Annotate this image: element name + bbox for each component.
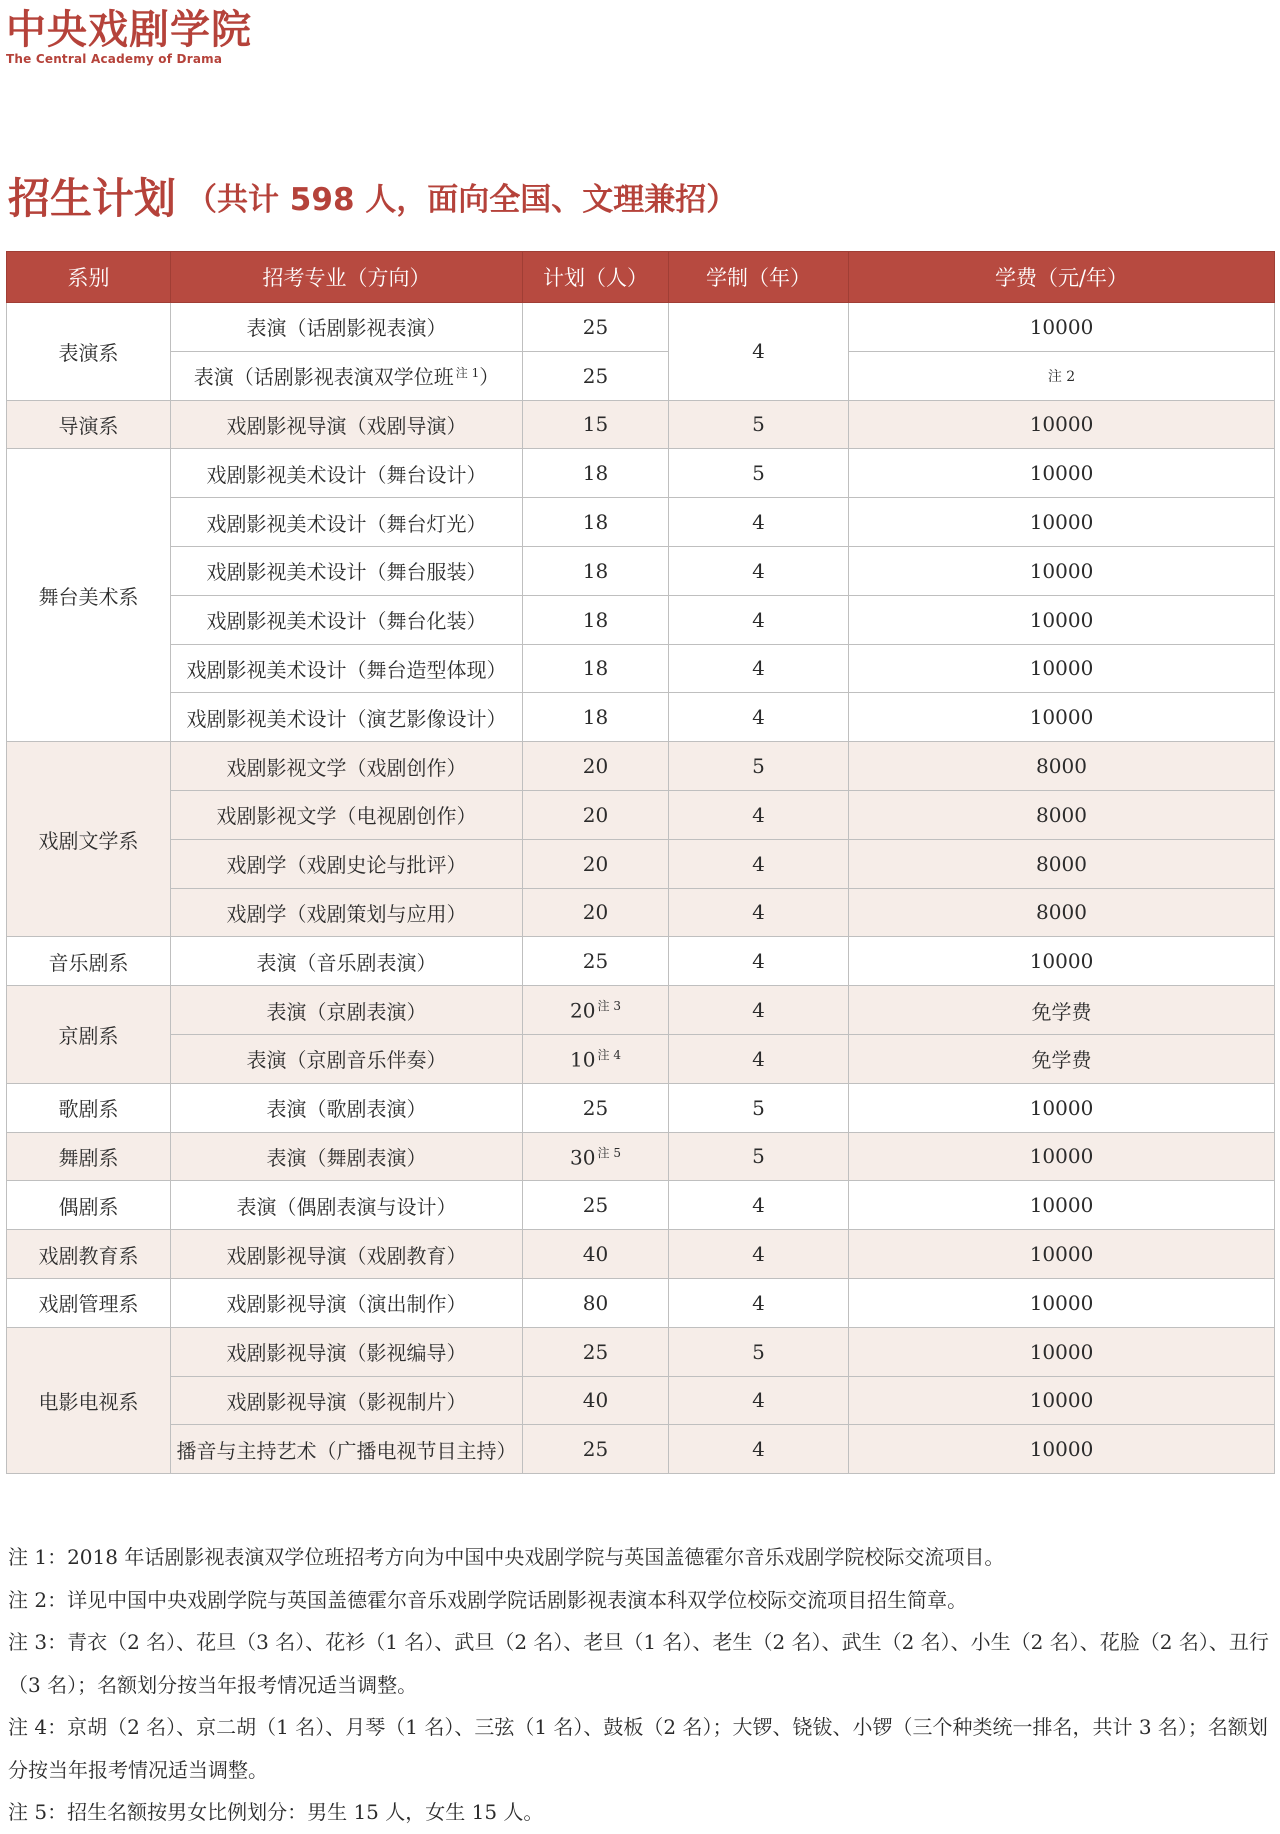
table-row: [7, 1425, 1275, 1474]
fee-cell: 8000: [849, 888, 1275, 937]
major-cell: [171, 351, 523, 400]
major-cell: 戏剧影视美术设计（舞台化装）: [171, 595, 523, 644]
table-row: [7, 351, 1275, 400]
footnote-5: 注 5：招生名额按男女比例划分：男生 15 人，女生 15 人。: [8, 1800, 544, 1824]
fee-cell: 10000: [849, 937, 1275, 986]
plan-cell: [523, 986, 669, 1035]
department-cell: 音乐剧系: [7, 937, 171, 986]
plan-cell: 18: [523, 498, 669, 547]
department-cell: 导演系: [7, 400, 171, 449]
major-cell: 表演（偶剧表演与设计）: [171, 1181, 523, 1230]
title-main: 招生计划: [8, 174, 177, 223]
plan-cell: 25: [523, 351, 669, 400]
plan-cell: 15: [523, 400, 669, 449]
plan-cell: 25: [523, 303, 669, 352]
plan-value: 10: [570, 1047, 596, 1072]
table-row: [7, 693, 1275, 742]
plan-cell: 18: [523, 693, 669, 742]
table-row: [7, 1083, 1275, 1132]
major-cell: 戏剧影视导演（演出制作）: [171, 1278, 523, 1327]
table-header-row: [7, 252, 1275, 303]
department-cell: 京剧系: [7, 986, 171, 1084]
fee-cell: 10000: [849, 498, 1275, 547]
fee-cell: 10000: [849, 595, 1275, 644]
years-cell: 5: [669, 1083, 849, 1132]
table-row: [7, 1278, 1275, 1327]
years-cell: 4: [669, 1181, 849, 1230]
years-cell: 4: [669, 1376, 849, 1425]
fee-cell: 8000: [849, 790, 1275, 839]
header-department: 系别: [7, 252, 171, 303]
years-cell: 4: [669, 546, 849, 595]
page-title: [8, 166, 737, 226]
department-cell: 歌剧系: [7, 1083, 171, 1132]
footnote-marker: 注 5: [597, 1145, 621, 1160]
header-major: 招考专业（方向）: [171, 252, 523, 303]
major-cell: 戏剧影视美术设计（舞台造型体现）: [171, 644, 523, 693]
fee-cell: 10000: [849, 1083, 1275, 1132]
major-cell: 表演（歌剧表演）: [171, 1083, 523, 1132]
fee-cell: 10000: [849, 1425, 1275, 1474]
years-cell: 4: [669, 1230, 849, 1279]
department-cell: 戏剧管理系: [7, 1278, 171, 1327]
footnote-1: 注 1：2018 年话剧影视表演双学位班招考方向为中国中央戏剧学院与英国盖德霍尔音乐戏剧学院校际交流项目。: [8, 1545, 1005, 1569]
table-row: [7, 644, 1275, 693]
plan-cell: 80: [523, 1278, 669, 1327]
table-row: [7, 937, 1275, 986]
years-cell: 4: [669, 790, 849, 839]
major-cell: 播音与主持艺术（广播电视节目主持）: [171, 1425, 523, 1474]
department-cell: 偶剧系: [7, 1181, 171, 1230]
major-cell: 戏剧影视美术设计（舞台服装）: [171, 546, 523, 595]
table-row: [7, 546, 1275, 595]
table-row: [7, 1230, 1275, 1279]
department-cell: 戏剧教育系: [7, 1230, 171, 1279]
years-cell: 4: [669, 1034, 849, 1083]
table-row: [7, 1181, 1275, 1230]
major-cell: 戏剧影视导演（戏剧教育）: [171, 1230, 523, 1279]
major-cell: 戏剧影视导演（影视编导）: [171, 1327, 523, 1376]
plan-value: 20: [570, 998, 596, 1023]
fee-cell: 10000: [849, 693, 1275, 742]
footnotes: [8, 1536, 1274, 1834]
plan-cell: 18: [523, 595, 669, 644]
plan-value: 30: [570, 1145, 596, 1170]
table-row: [7, 498, 1275, 547]
footnote-marker: 注 4: [597, 1048, 621, 1063]
major-cell: 戏剧影视文学（戏剧创作）: [171, 742, 523, 791]
logo-chinese-name: 中央戏剧学院: [6, 6, 252, 53]
plan-cell: 25: [523, 1083, 669, 1132]
plan-cell: [523, 1132, 669, 1181]
fee-cell: 10000: [849, 1376, 1275, 1425]
major-text: 表演（话剧影视表演双学位班: [193, 365, 454, 390]
years-cell: 4: [669, 1278, 849, 1327]
fee-cell: 10000: [849, 1132, 1275, 1181]
table-row: [7, 303, 1275, 352]
years-cell: 4: [669, 937, 849, 986]
years-cell: 4: [669, 644, 849, 693]
major-cell: 戏剧影视导演（戏剧导演）: [171, 400, 523, 449]
plan-cell: 18: [523, 546, 669, 595]
plan-cell: [523, 1034, 669, 1083]
table-row: [7, 1132, 1275, 1181]
plan-cell: 25: [523, 1327, 669, 1376]
department-cell: 舞台美术系: [7, 449, 171, 742]
header-fee: 学费（元/年）: [849, 252, 1275, 303]
years-cell: 4: [669, 693, 849, 742]
table-row: [7, 595, 1275, 644]
plan-cell: 20: [523, 888, 669, 937]
years-cell: 4: [669, 1425, 849, 1474]
plan-cell: 25: [523, 1181, 669, 1230]
plan-cell: 20: [523, 742, 669, 791]
plan-cell: 40: [523, 1376, 669, 1425]
fee-cell: 免学费: [849, 1034, 1275, 1083]
years-cell: 4: [669, 498, 849, 547]
footnote-marker: 注 3: [597, 999, 621, 1014]
department-cell: 电影电视系: [7, 1327, 171, 1473]
major-cell: 戏剧影视导演（影视制片）: [171, 1376, 523, 1425]
footnote-4: 注 4：京胡（2 名）、京二胡（1 名）、月琴（1 名）、三弦（1 名）、鼓板（2 名）；大锣、铙钹、小锣（三个种类统一排名，共计 3 名）；名额划分按当年报考情况适当调整。: [8, 1715, 1268, 1782]
fee-cell: 10000: [849, 1327, 1275, 1376]
major-text-tail: ）: [479, 365, 500, 390]
table-row: [7, 839, 1275, 888]
fee-cell: 注 2: [849, 351, 1275, 400]
years-cell: 5: [669, 1132, 849, 1181]
table-row: [7, 790, 1275, 839]
header-plan: 计划（人）: [523, 252, 669, 303]
title-subtitle: （共计 598 人，面向全国、文理兼招）: [186, 181, 738, 218]
fee-cell: 10000: [849, 1278, 1275, 1327]
years-cell: 5: [669, 742, 849, 791]
major-cell: 表演（音乐剧表演）: [171, 937, 523, 986]
fee-cell: 8000: [849, 839, 1275, 888]
years-cell: 4: [669, 303, 849, 401]
years-cell: 5: [669, 449, 849, 498]
years-cell: 4: [669, 595, 849, 644]
fee-cell: 10000: [849, 1230, 1275, 1279]
major-cell: 戏剧影视美术设计（舞台设计）: [171, 449, 523, 498]
years-cell: 5: [669, 400, 849, 449]
logo-english-name: The Central Academy of Drama: [6, 52, 223, 66]
table-row: [7, 1376, 1275, 1425]
major-cell: 戏剧学（戏剧史论与批评）: [171, 839, 523, 888]
plan-cell: 25: [523, 1425, 669, 1474]
department-cell: 戏剧文学系: [7, 742, 171, 937]
department-cell: 表演系: [7, 303, 171, 401]
table-row: [7, 888, 1275, 937]
footnote-marker: 注 1: [455, 365, 480, 380]
enrollment-plan-table: [6, 251, 1275, 1474]
department-cell: 舞剧系: [7, 1132, 171, 1181]
fee-cell: 10000: [849, 303, 1275, 352]
fee-cell: 8000: [849, 742, 1275, 791]
fee-cell: 10000: [849, 400, 1275, 449]
header-years: 学制（年）: [669, 252, 849, 303]
table-row: [7, 742, 1275, 791]
major-cell: 表演（舞剧表演）: [171, 1132, 523, 1181]
plan-cell: 18: [523, 644, 669, 693]
plan-cell: 25: [523, 937, 669, 986]
table-row: [7, 1327, 1275, 1376]
table-row: [7, 400, 1275, 449]
table-row: [7, 449, 1275, 498]
fee-cell: 免学费: [849, 986, 1275, 1035]
plan-cell: 40: [523, 1230, 669, 1279]
major-cell: 戏剧影视美术设计（演艺影像设计）: [171, 693, 523, 742]
footnote-3: 注 3：青衣（2 名）、花旦（3 名）、花衫（1 名）、武旦（2 名）、老旦（1 名）、老生（2 名）、武生（2 名）、小生（2 名）、花脸（2 名）、丑行（3 名）；名额划分按当年报考情况适当调整。: [8, 1630, 1269, 1697]
major-cell: 表演（京剧音乐伴奏）: [171, 1034, 523, 1083]
years-cell: 4: [669, 986, 849, 1035]
plan-cell: 20: [523, 790, 669, 839]
years-cell: 4: [669, 888, 849, 937]
major-cell: 戏剧影视美术设计（舞台灯光）: [171, 498, 523, 547]
fee-cell: 10000: [849, 449, 1275, 498]
years-cell: 5: [669, 1327, 849, 1376]
fee-cell: 10000: [849, 546, 1275, 595]
fee-cell: 10000: [849, 644, 1275, 693]
plan-cell: 18: [523, 449, 669, 498]
academy-logo: [6, 6, 252, 66]
fee-cell: 10000: [849, 1181, 1275, 1230]
plan-cell: 20: [523, 839, 669, 888]
table-row: [7, 1034, 1275, 1083]
major-cell: 戏剧学（戏剧策划与应用）: [171, 888, 523, 937]
major-cell: 表演（京剧表演）: [171, 986, 523, 1035]
major-cell: 表演（话剧影视表演）: [171, 303, 523, 352]
major-cell: 戏剧影视文学（电视剧创作）: [171, 790, 523, 839]
table-row: [7, 986, 1275, 1035]
footnote-2: 注 2：详见中国中央戏剧学院与英国盖德霍尔音乐戏剧学院话剧影视表演本科双学位校际交流项目招生简章。: [8, 1587, 968, 1612]
years-cell: 4: [669, 839, 849, 888]
